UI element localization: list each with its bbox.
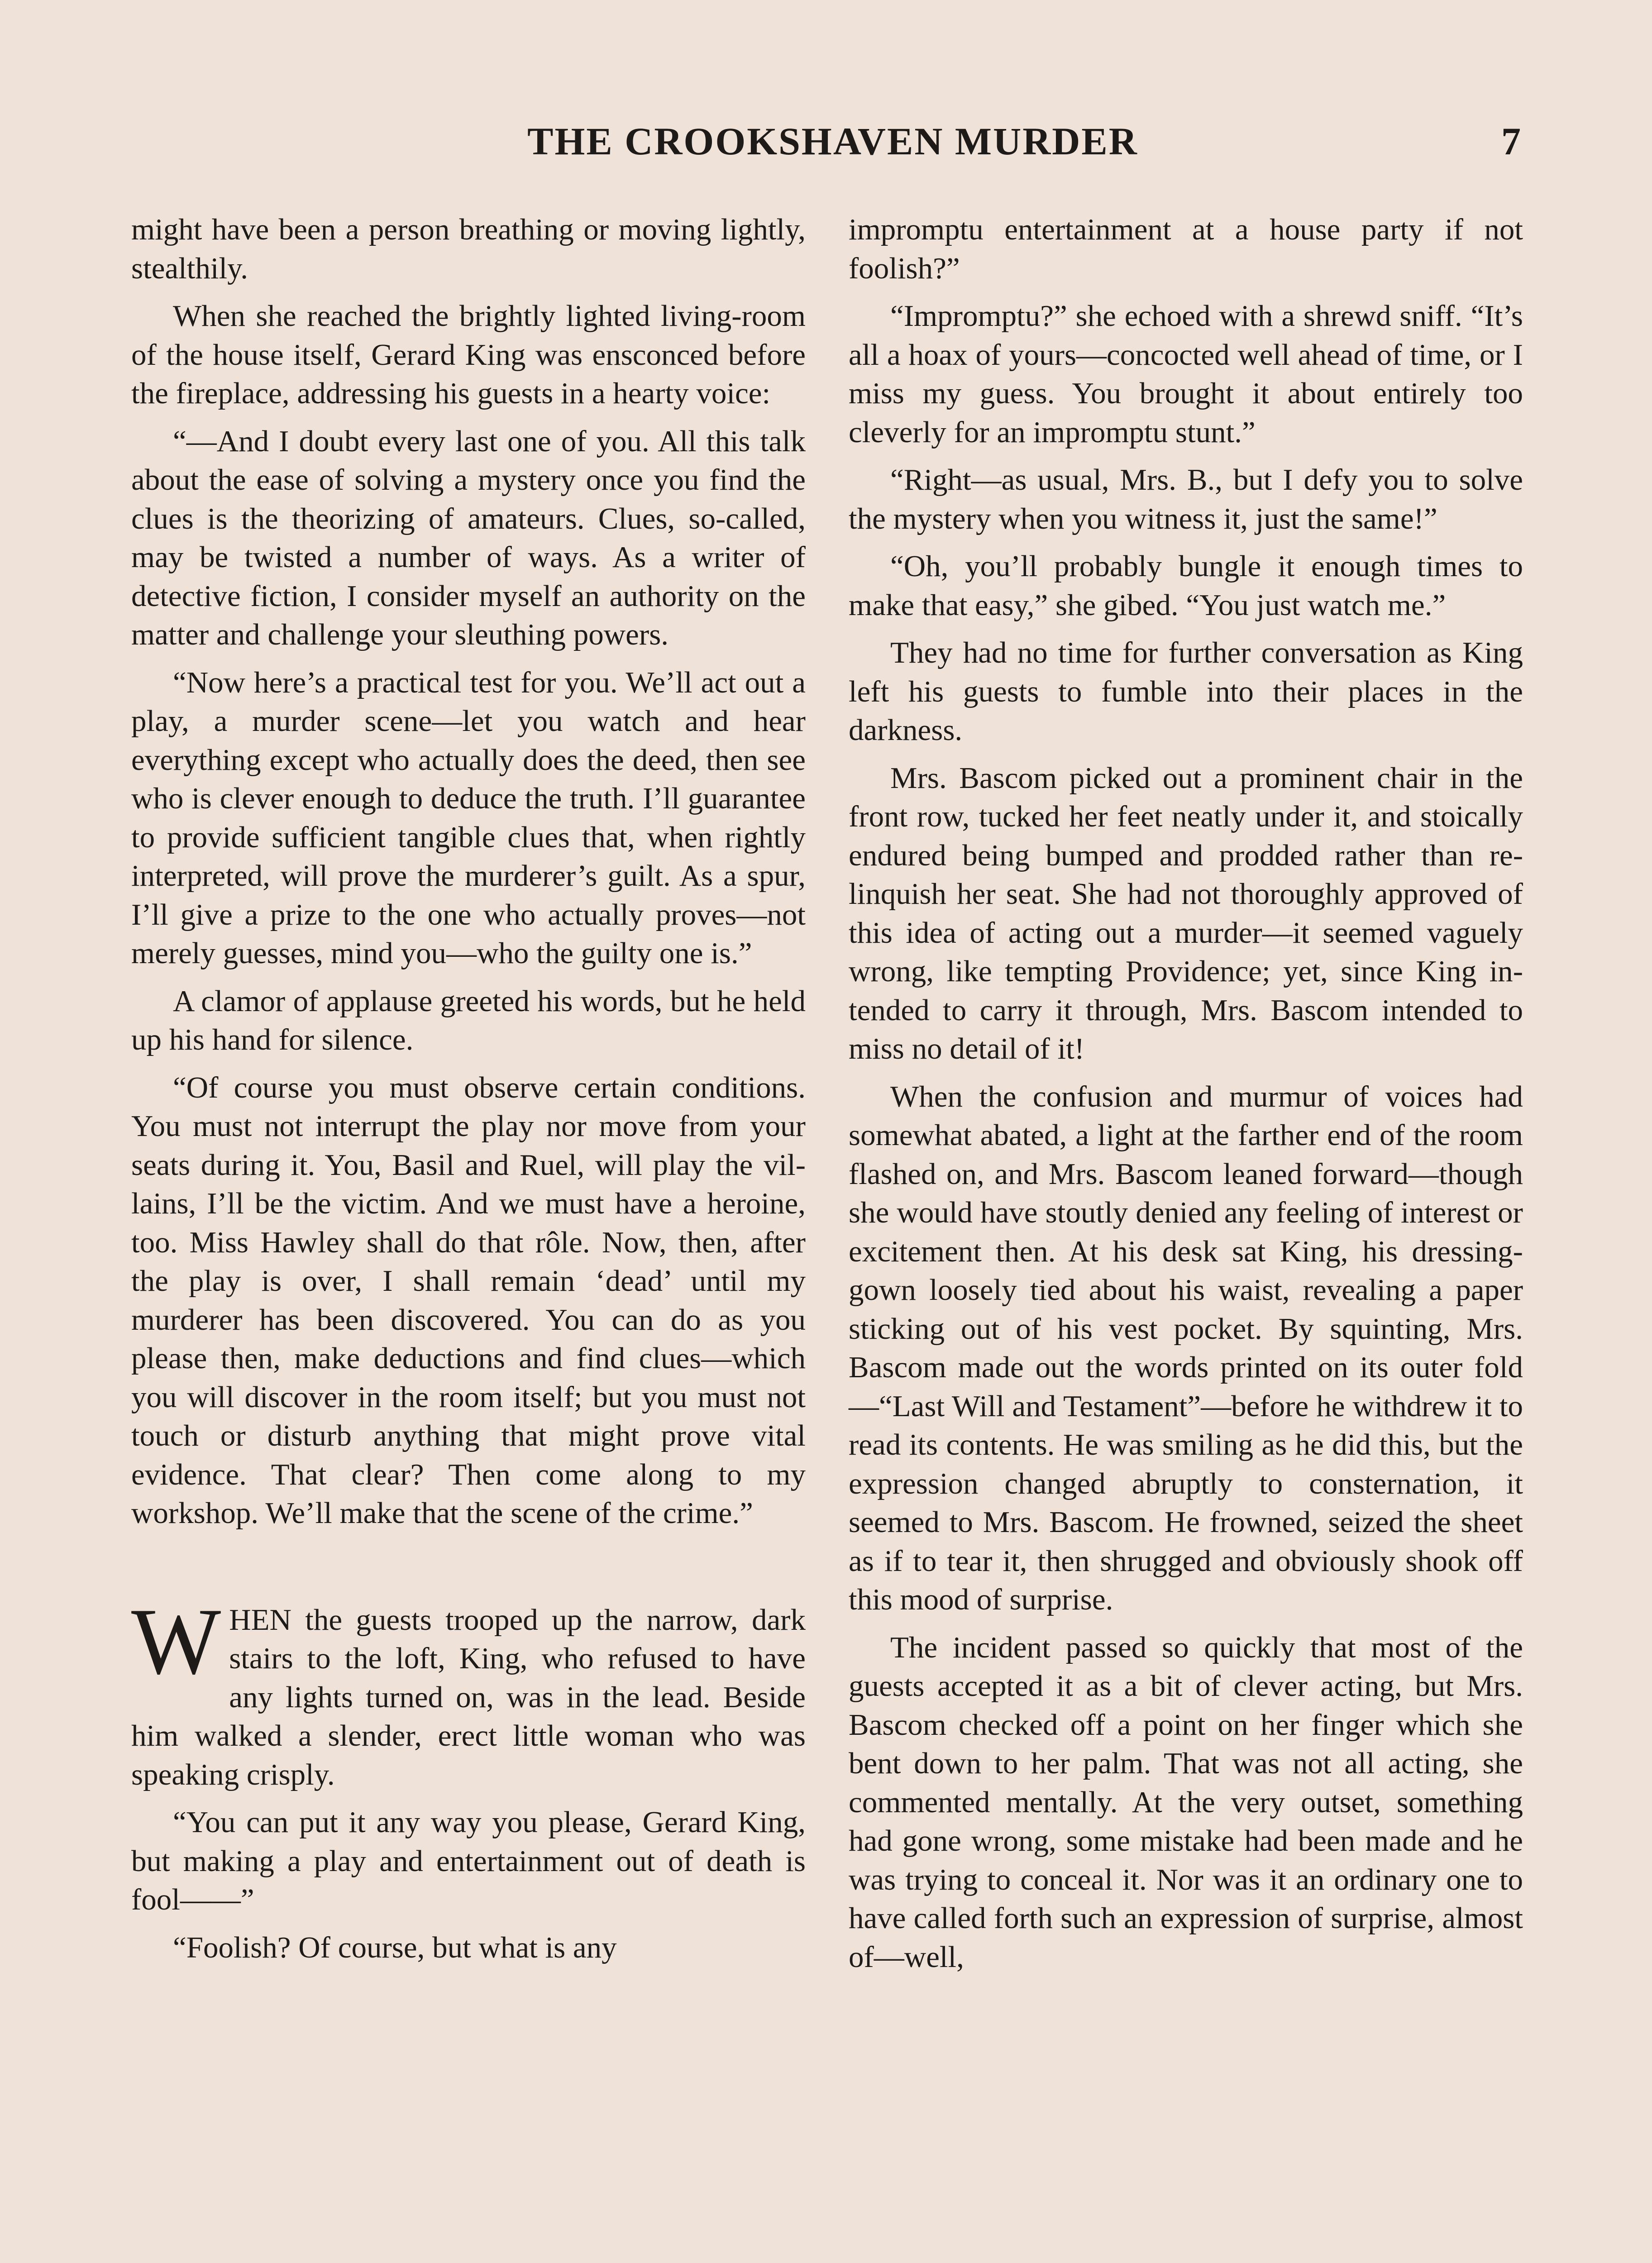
paragraph: Mrs. Bascom picked out a prominent chair in the front row, tucked her feet neatly under it, and stoically endured being bumped and prodded rather than relinquish her seat. She had not thoroughly approved of this idea of acting out a murder—it seemed vaguely wrong, like tempting Providence; yet, since King intended to carry it through, Mrs. Bascom intended to miss no detail of it! — [849, 761, 1523, 1065]
running-title: THE CROOKSHAVEN MURDER — [527, 119, 1138, 163]
paragraph: A clamor of applause greeted his words, but he held up his hand for silence. — [131, 984, 806, 1056]
paragraph: They had no time for further conversation as King left his guests to fumble into their places in the darkness. — [849, 636, 1523, 747]
paragraph: When the confusion and murmur of voices had somewhat abated, a light at the farther end of the room flashed on, and Mrs. Bascom leaned forward—though she would have stoutly denied any feeling of interest or excitement then. At his desk sat King, his dressing-gown loosely tied about his waist, revealing a paper sticking out of his vest pocket. By squinting, Mrs. Bascom made out the words printed on its outer fold—“Last Will and Testament”—before he withdrew it to read its contents. He was smiling as he did this, but the expression changed abruptly to consternation, it seemed to Mrs. Bascom. He frowned, seized the sheet as if to tear it, then shrugged and obviously shook off this mood of surprise. — [849, 1079, 1523, 1616]
paragraph: “Right—as usual, Mrs. B., but I defy you to solve the mystery when you witness it, just the same!” — [849, 463, 1523, 535]
drop-cap-paragraph-text: HEN the guests trooped up the narrow, dark stairs to the loft, King, who refused to have any lights turned on, was in the lead. Beside him walked a slender, erect little woman who was speaking crisply. — [131, 1603, 806, 1791]
paragraph: “You can put it any way you please, Gerard King, but making a play and entertainment out of death is fool——” — [131, 1805, 806, 1916]
paragraph: “Impromptu?” she echoed with a shrewd sniff. “It’s all a hoax of yours—concocted well ahead of time, or I miss my guess. You brought it about entirely too cleverly for an impromptu stunt.” — [849, 299, 1523, 449]
paragraph: “Of course you must observe certain conditions. You must not interrupt the play nor move from your seats during it. You, Basil and Ruel, will play the villains, I’ll be the victim. And we must have a heroine, too. Miss Hawley shall do that rôle. Now, then, after the play is over, I shall remain ‘dead’ until my murderer has been discovered. You can do as you please then, make deductions and find clues—which you will discover in the room itself; but you must not touch or disturb anything that might prove vital evidence. That clear? Then come along to my workshop. We’ll make that the scene of the crime.” — [131, 1070, 806, 1530]
page-header — [127, 119, 1539, 168]
section-opening-paragraph — [131, 1589, 806, 1795]
paragraph: When she reached the brightly lighted living-room of the house itself, Gerard King was ensconced before the fireplace, addressing his guests in a hearty voice: — [131, 299, 806, 410]
paragraph: might have been a person breathing or moving lightly, stealthily. — [131, 213, 806, 285]
right-column — [849, 210, 1523, 1986]
drop-cap: W — [131, 1589, 221, 1694]
paragraph: “Oh, you’ll probably bungle it enough times to make that easy,” she gibed. “You just watch me.” — [849, 549, 1523, 622]
paragraph: impromptu entertainment at a house party if not foolish?” — [849, 213, 1523, 285]
paragraph: The incident passed so quickly that most of the guests accepted it as a bit of clever acting, but Mrs. Bascom checked off a point on her finger which she bent down to her palm. That was not all acting, she commented mentally. At the very outset, something had gone wrong, some mistake had been made and he was trying to conceal it. Nor was it an ordinary one to have called forth such an expression of surprise, almost of—well, — [849, 1630, 1523, 1974]
paragraph: “Foolish? Of course, but what is any — [173, 1930, 617, 1964]
page-number: 7 — [1501, 119, 1521, 163]
paragraph: “Now here’s a practical test for you. We’ll act out a play, a murder scene—let you watch and hear everything except who actually does the deed, then see who is clever enough to deduce the truth. I’ll guarantee to provide sufficient tangible clues that, when rightly interpreted, will prove the murderer’s guilt. As a spur, I’ll give a prize to the one who actually proves—not merely guesses, mind you—who the guilty one is.” — [131, 665, 806, 970]
left-column — [131, 210, 806, 1976]
paragraph: “—And I doubt every last one of you. All this talk about the ease of solving a mystery once you find the clues is the theorizing of amateurs. Clues, so-called, may be twisted a number of ways. As a writer of detective fiction, I consider myself an authority on the matter and challenge your sleuthing powers. — [131, 424, 806, 651]
